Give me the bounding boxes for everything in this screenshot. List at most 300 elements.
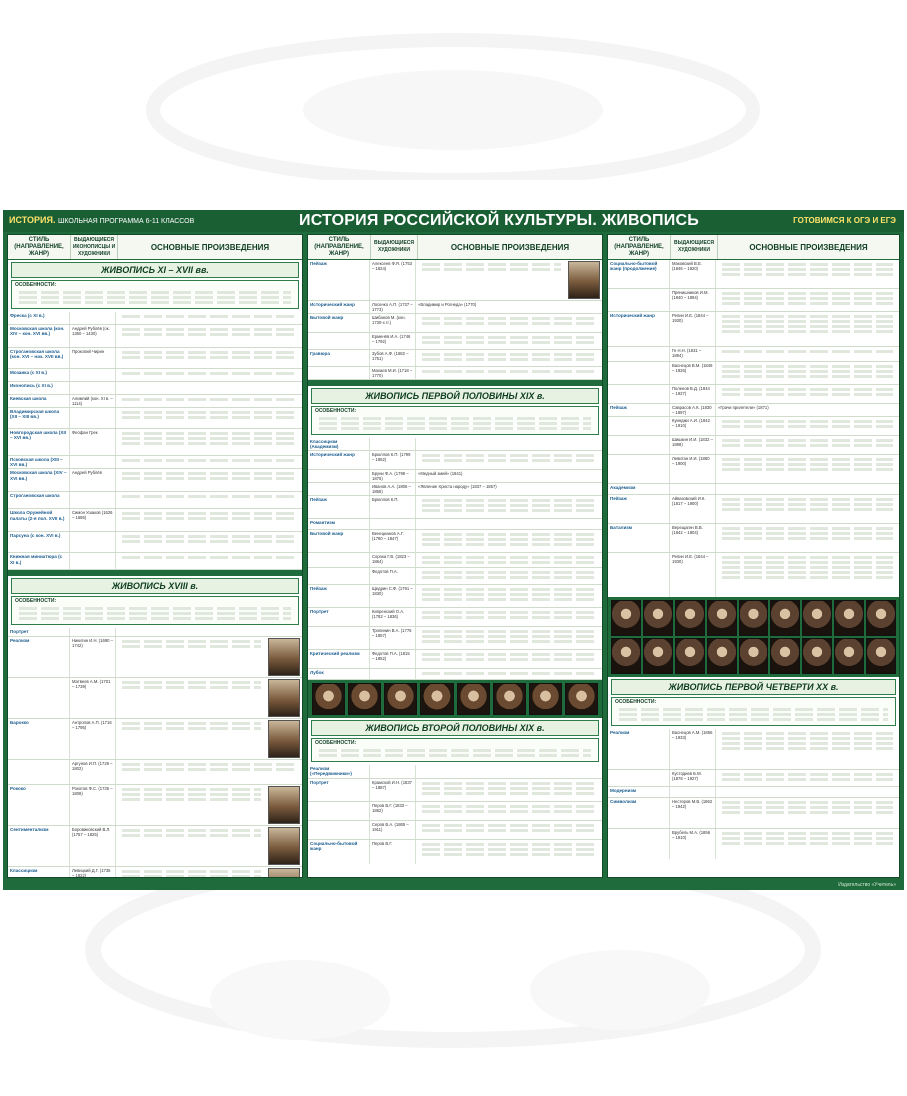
- works-cell: [116, 826, 302, 866]
- works-cell: [716, 260, 899, 288]
- portrait-image: [834, 600, 864, 636]
- program-label: ШКОЛЬНАЯ ПРОГРАММА 6-11 КЛАССОВ: [57, 218, 195, 225]
- artist-cell: Кипренский О.А. (1782 – 1836): [370, 608, 416, 626]
- table-row: [308, 802, 602, 821]
- table-row: [608, 289, 899, 312]
- artist-cell: Нестеров М.В. (1862 – 1942): [670, 798, 716, 828]
- artist-cell: Щедрин С.Ф. (1791 – 1830): [370, 585, 416, 607]
- table-row: [8, 553, 302, 570]
- table-row: [608, 787, 899, 798]
- works-cell: [716, 385, 899, 403]
- table-row: [8, 628, 302, 637]
- works-cell: [116, 325, 302, 347]
- artist-cell: Антропов А.П. (1716 – 1795): [70, 719, 116, 759]
- table-row: [8, 325, 302, 348]
- works-cell: [716, 312, 899, 346]
- table-row: [608, 829, 899, 859]
- poster-header: [3, 210, 904, 232]
- artist-cell: Шишкин И.И. (1832 – 1898): [670, 436, 716, 454]
- features-box: [311, 406, 599, 435]
- table-row: [8, 469, 302, 492]
- style-cell: [608, 553, 670, 597]
- table-row: [308, 451, 602, 470]
- works-cell: [416, 314, 602, 332]
- portrait-image: [457, 683, 490, 715]
- works-cell: [116, 628, 302, 636]
- text-lines: [19, 301, 291, 304]
- works-cell: [716, 436, 899, 454]
- works-cell: [416, 350, 602, 366]
- works-cell: [416, 585, 602, 607]
- works-cell: [116, 760, 302, 784]
- portrait-image: [493, 683, 526, 715]
- features-title: ОСОБЕННОСТИ:: [315, 408, 357, 414]
- table-row: [608, 495, 899, 524]
- style-cell: Реализм («Передвижники»): [308, 765, 370, 778]
- works-cell: [416, 530, 602, 552]
- style-cell: Пейзаж: [608, 495, 670, 523]
- table-row: [308, 669, 602, 680]
- features-title: ОСОБЕННОСТИ:: [315, 740, 357, 747]
- style-cell: Парсуна (с кон. XVI в.): [8, 532, 70, 552]
- style-cell: [608, 770, 670, 786]
- artist-cell: Тропинин В.А. (1776 – 1857): [370, 627, 416, 649]
- works-cell: [716, 829, 899, 859]
- artist-cell: Айвазовский И.К. (1817 – 1900): [670, 495, 716, 523]
- table-18: [8, 628, 302, 878]
- style-cell: Пейзаж: [608, 404, 670, 416]
- portrait-image: [268, 868, 300, 878]
- exam-label: ГОТОВИМСЯ К ОГЭ И ЕГЭ: [793, 216, 896, 225]
- table-row: [8, 867, 302, 878]
- artist-cell: Крамской И.Н. (1837 – 1887): [370, 779, 416, 801]
- works-cell: [116, 369, 302, 381]
- text-lines: [319, 749, 591, 752]
- style-cell: Романтизм: [308, 519, 370, 529]
- table-row: [608, 347, 899, 362]
- table-row: [608, 404, 899, 417]
- works-cell: [416, 650, 602, 668]
- style-cell: Бытовой жанр: [308, 314, 370, 332]
- artist-cell: Андрей Рублёв: [70, 469, 116, 491]
- works-cell: [416, 333, 602, 349]
- style-cell: [308, 802, 370, 820]
- artist-cell: Бруни Ф.А. (1799 – 1875): [370, 470, 416, 482]
- artist-cell: [70, 369, 116, 381]
- artist-cell: Шибанов М. (кон. 1730-х гг.): [370, 314, 416, 332]
- text-lines: [619, 713, 888, 716]
- style-cell: [308, 483, 370, 495]
- style-cell: [308, 627, 370, 649]
- works-cell: [116, 785, 302, 825]
- style-cell: Классицизм: [8, 867, 70, 878]
- table-row: [608, 312, 899, 347]
- style-cell: Иконопись (с XI в.): [8, 382, 70, 394]
- works-cell: [416, 627, 602, 649]
- text-lines: [319, 427, 591, 430]
- subject-title: [9, 215, 194, 225]
- works-cell: [116, 678, 302, 718]
- portrait-image: [739, 638, 769, 674]
- style-cell: Мозаика (с XI в.): [8, 369, 70, 381]
- artist-cell: Алексеев Ф.Я. (1753 – 1824): [370, 260, 416, 300]
- style-cell: Реализм: [8, 637, 70, 677]
- artist-cell: Симон Ушаков (1626 – 1686): [70, 509, 116, 531]
- artist-cell: [70, 553, 116, 569]
- style-cell: Модернизм: [608, 787, 670, 797]
- works-cell: «Владимир и Рогнеда» (1770): [418, 302, 477, 307]
- table-row: [308, 821, 602, 840]
- table-row: [608, 553, 899, 597]
- style-cell: [608, 417, 670, 435]
- table-row: [8, 382, 302, 395]
- poster-title: ИСТОРИЯ РОССИЙСКОЙ КУЛЬТУРЫ. ЖИВОПИСЬ: [299, 212, 699, 229]
- table-row: [608, 260, 899, 289]
- style-cell: Пейзаж: [308, 496, 370, 518]
- artist-cell: Боровиковский В.Л. (1757 – 1825): [70, 826, 116, 866]
- style-cell: [608, 347, 670, 361]
- works-cell: [116, 469, 302, 491]
- features-title: ОСОБЕННОСТИ:: [15, 598, 57, 605]
- header-style: СТИЛЬ (НАПРАВЛЕНИЕ, ЖАНР): [608, 235, 671, 259]
- table-row: [308, 608, 602, 627]
- table-row: [308, 568, 602, 585]
- style-cell: Социально-бытовой жанр: [308, 840, 370, 864]
- column-header: [608, 235, 899, 260]
- artist-cell: Никитин И.Н. (1690 – 1742): [70, 637, 116, 677]
- table-row: [308, 627, 602, 650]
- style-cell: [308, 568, 370, 584]
- style-cell: Портрет: [308, 608, 370, 626]
- table-row: [608, 385, 899, 404]
- table-row: [608, 362, 899, 385]
- table-row: [608, 798, 899, 829]
- artist-cell: [370, 765, 416, 778]
- portrait-image: [312, 683, 345, 715]
- artist-cell: Аргунов И.П. (1729 – 1802): [70, 760, 116, 784]
- works-cell: [716, 787, 899, 797]
- table-row: [308, 840, 602, 864]
- table-row: [8, 395, 302, 408]
- table-row: [608, 524, 899, 553]
- portrait-grid: [608, 597, 899, 677]
- section-title-19-second: ЖИВОПИСЬ ВТОРОЙ ПОЛОВИНЫ XIX в.: [311, 720, 599, 736]
- portrait-image: [802, 600, 832, 636]
- table-row: [308, 333, 602, 350]
- style-cell: [308, 553, 370, 567]
- watermark-top: [0, 20, 907, 180]
- table-row: [308, 470, 602, 483]
- artist-cell: Серов В.А. (1865 – 1911): [370, 821, 416, 839]
- table-row: [608, 729, 899, 770]
- artist-cell: Алимпий (кон. XI в. – 1114): [70, 395, 116, 407]
- table-row: [8, 785, 302, 826]
- history-poster: [3, 210, 904, 890]
- style-cell: Портрет: [308, 779, 370, 801]
- header-style: СТИЛЬ (НАПРАВЛЕНИЕ, ЖАНР): [308, 235, 371, 259]
- works-cell: [716, 347, 899, 361]
- works-cell: [716, 798, 899, 828]
- works-cell: [416, 779, 602, 801]
- artist-cell: [670, 787, 716, 797]
- artist-cell: [70, 408, 116, 428]
- features-title: ОСОБЕННОСТИ:: [615, 699, 657, 705]
- style-cell: Псковская школа (XIII – XVI вв.): [8, 456, 70, 469]
- style-cell: Социально-бытовой жанр (продолжение): [608, 260, 670, 288]
- portrait-image: [675, 638, 705, 674]
- portrait-image: [268, 638, 300, 676]
- style-cell: Фреска (с XI в.): [8, 312, 70, 324]
- artist-cell: Лосенко А.П. (1737 – 1773): [370, 301, 416, 313]
- style-cell: Новгородская школа (XII – XVI вв.): [8, 429, 70, 455]
- artist-cell: Поленов В.Д. (1844 – 1927): [670, 385, 716, 403]
- style-cell: Академизм: [608, 484, 670, 494]
- artist-cell: Репин И.Е. (1844 – 1930): [670, 553, 716, 597]
- works-cell: [716, 417, 899, 435]
- works-cell: [116, 509, 302, 531]
- works-cell: [716, 770, 899, 786]
- portrait-image: [565, 683, 598, 715]
- works-cell: [116, 637, 302, 677]
- table-row: [608, 436, 899, 455]
- header-artists: ВЫДАЮЩИЕСЯ ХУДОЖНИКИ: [671, 235, 718, 259]
- portrait-image: [268, 720, 300, 758]
- works-cell: [116, 348, 302, 368]
- artist-cell: Федотов П.А.: [370, 568, 416, 584]
- table-row: [308, 779, 602, 802]
- works-cell: [116, 408, 302, 428]
- works-cell: [716, 455, 899, 483]
- portrait-image: [611, 600, 641, 636]
- portrait-image: [739, 600, 769, 636]
- section-title-20: ЖИВОПИСЬ ПЕРВОЙ ЧЕТВЕРТИ XX в.: [611, 679, 896, 695]
- style-cell: Батализм: [608, 524, 670, 552]
- artist-cell: [70, 456, 116, 469]
- style-cell: Реализм: [608, 729, 670, 769]
- portrait-image: [707, 638, 737, 674]
- artist-cell: Маковский В.Е. (1846 – 1920): [670, 260, 716, 288]
- features-box: [11, 280, 299, 309]
- artist-cell: Васнецов В.М. (1848 – 1926): [670, 362, 716, 384]
- text-lines: [619, 708, 888, 711]
- artist-cell: Ге Н.Н. (1831 – 1894): [670, 347, 716, 361]
- artist-cell: [70, 492, 116, 508]
- artist-cell: Врубель М.А. (1856 – 1910): [670, 829, 716, 859]
- style-cell: Барокко: [8, 719, 70, 759]
- table-row: [308, 438, 602, 452]
- artist-cell: Федотов П.А. (1815 – 1852): [370, 650, 416, 668]
- artist-cell: Левицкий Д.Г. (1735 – 1822): [70, 867, 116, 878]
- column-middle: [307, 234, 603, 878]
- artist-cell: Репин И.Е. (1844 – 1930): [670, 312, 716, 346]
- artist-cell: [70, 532, 116, 552]
- table-row: [308, 650, 602, 669]
- style-cell: Классицизм (Академизм): [308, 438, 370, 451]
- works-cell: [116, 867, 302, 878]
- artist-cell: [70, 382, 116, 394]
- column-right: [607, 234, 900, 878]
- artist-cell: [370, 669, 416, 679]
- style-cell: [308, 470, 370, 482]
- portrait-image: [420, 683, 453, 715]
- style-cell: Исторический жанр: [608, 312, 670, 346]
- works-cell: [116, 532, 302, 552]
- works-cell: [416, 669, 602, 679]
- artist-cell: Рокотов Ф.С. (1735 – 1808): [70, 785, 116, 825]
- portrait-image: [707, 600, 737, 636]
- table-row: [8, 408, 302, 429]
- works-cell: [716, 524, 899, 552]
- features-title: ОСОБЕННОСТИ:: [15, 282, 57, 288]
- table-row: [8, 348, 302, 369]
- style-cell: Критический реализм: [308, 650, 370, 668]
- table-row: [8, 637, 302, 678]
- style-cell: [608, 362, 670, 384]
- portrait-image: [770, 600, 800, 636]
- style-cell: Киевская школа: [8, 395, 70, 407]
- style-cell: Исторический жанр: [308, 451, 370, 469]
- header-works: ОСНОВНЫЕ ПРОИЗВЕДЕНИЯ: [150, 242, 270, 252]
- header-works: ОСНОВНЫЕ ПРОИЗВЕДЕНИЯ: [450, 242, 570, 252]
- artist-cell: Куинджи А.И. (1842 – 1910): [670, 417, 716, 435]
- portrait-image: [866, 638, 896, 674]
- subject-label: ИСТОРИЯ.: [9, 215, 56, 225]
- style-cell: Гравюра: [308, 350, 370, 366]
- works-cell: «Медный змий» (1841): [418, 471, 463, 477]
- portrait-image: [268, 786, 300, 824]
- features-box: [311, 738, 599, 762]
- style-cell: [308, 367, 370, 379]
- portrait-image: [611, 638, 641, 674]
- header-artists: ВЫДАЮЩИЕСЯ ХУДОЖНИКИ: [371, 235, 418, 259]
- table-row: [8, 429, 302, 456]
- table-row: [308, 314, 602, 333]
- artist-cell: Брюллов К.П. (1799 – 1852): [370, 451, 416, 469]
- artist-cell: Махаев М.И. (1718 – 1770): [370, 367, 416, 379]
- style-cell: Строгановская школа: [8, 492, 70, 508]
- works-cell: [416, 260, 602, 300]
- portrait-image: [529, 683, 562, 715]
- works-cell: [116, 719, 302, 759]
- portrait-image: [268, 679, 300, 717]
- works-cell: [416, 802, 602, 820]
- works-cell: [716, 729, 899, 769]
- column-left: [7, 234, 303, 878]
- portrait-image: [268, 827, 300, 865]
- artist-cell: [70, 628, 116, 636]
- table-row: [608, 417, 899, 436]
- text-lines: [19, 296, 291, 299]
- works-cell: [416, 438, 602, 451]
- artist-cell: Зубов А.Ф. (1682 – 1751): [370, 350, 416, 366]
- text-lines: [319, 417, 591, 420]
- table-row: [8, 312, 302, 325]
- table-row: [308, 367, 602, 380]
- table-row: [308, 496, 602, 519]
- table-19-first: [308, 438, 602, 681]
- style-cell: [308, 821, 370, 839]
- works-cell: [416, 451, 602, 469]
- works-cell: [416, 553, 602, 567]
- artist-cell: Венецианов А.Г. (1780 – 1847): [370, 530, 416, 552]
- header-style: СТИЛЬ (НАПРАВЛЕНИЕ, ЖАНР): [8, 235, 71, 259]
- section-title-18: ЖИВОПИСЬ XVIII в.: [11, 578, 299, 594]
- style-cell: Портрет: [8, 628, 70, 636]
- text-lines: [619, 718, 888, 721]
- table-row: [308, 260, 602, 301]
- portrait-strip: [308, 680, 602, 718]
- text-lines: [19, 291, 291, 294]
- portrait-image: [675, 600, 705, 636]
- column-header: [308, 235, 602, 260]
- portrait-image: [384, 683, 417, 715]
- table-row: [308, 530, 602, 553]
- artist-cell: Прокопий Чирин: [70, 348, 116, 368]
- works-cell: [416, 367, 602, 379]
- style-cell: Московская школа (XIV – XVI вв.): [8, 469, 70, 491]
- table-late-18: [308, 260, 602, 380]
- works-cell: [716, 484, 899, 494]
- table-row: [8, 492, 302, 509]
- works-cell: [116, 553, 302, 569]
- artist-cell: Перов В.Г.: [370, 840, 416, 864]
- table-11-17: [8, 312, 302, 571]
- style-cell: [608, 455, 670, 483]
- divider: [8, 570, 302, 576]
- features-box: [611, 697, 896, 726]
- style-cell: Владимирская школа (XII – XIII вв.): [8, 408, 70, 428]
- artist-cell: Иванов А.А. (1806 – 1858): [370, 483, 416, 495]
- style-cell: [608, 436, 670, 454]
- artist-cell: Верещагин В.В. (1842 – 1904): [670, 524, 716, 552]
- works-cell: [416, 608, 602, 626]
- works-cell: [416, 519, 602, 529]
- style-cell: Символизм: [608, 798, 670, 828]
- works-cell: [416, 840, 602, 864]
- table-row: [8, 532, 302, 553]
- table-row: [8, 369, 302, 382]
- portrait-image: [568, 261, 600, 299]
- section-title-11-17: ЖИВОПИСЬ XI – XVII вв.: [11, 262, 299, 278]
- artist-cell: Андрей Рублёв (ок. 1360 – 1430): [70, 325, 116, 347]
- style-cell: [8, 760, 70, 784]
- table-row: [8, 760, 302, 785]
- table-row: [308, 519, 602, 530]
- style-cell: Сентиментализм: [8, 826, 70, 866]
- style-cell: [308, 333, 370, 349]
- portrait-image: [802, 638, 832, 674]
- header-works: ОСНОВНЫЕ ПРОИЗВЕДЕНИЯ: [749, 242, 868, 252]
- divider: [308, 380, 602, 386]
- table-row: [308, 483, 602, 496]
- works-cell: [116, 456, 302, 469]
- table-row: [608, 770, 899, 787]
- artist-cell: Левитан И.И. (1860 – 1900): [670, 455, 716, 483]
- text-lines: [19, 612, 291, 615]
- works-cell: [116, 382, 302, 394]
- style-cell: Рококо: [8, 785, 70, 825]
- works-cell: [416, 568, 602, 584]
- artist-cell: [370, 438, 416, 451]
- works-cell: [116, 312, 302, 324]
- style-cell: Книжная миниатюра (с XI в.): [8, 553, 70, 569]
- portrait-image: [643, 600, 673, 636]
- works-cell: [416, 496, 602, 518]
- header-artists: ВЫДАЮЩИЕСЯ ИКОНОПИСЦЫ И ХУДОЖНИКИ: [71, 235, 118, 259]
- artist-cell: [370, 519, 416, 529]
- works-cell: [416, 765, 602, 778]
- features-box: [11, 596, 299, 625]
